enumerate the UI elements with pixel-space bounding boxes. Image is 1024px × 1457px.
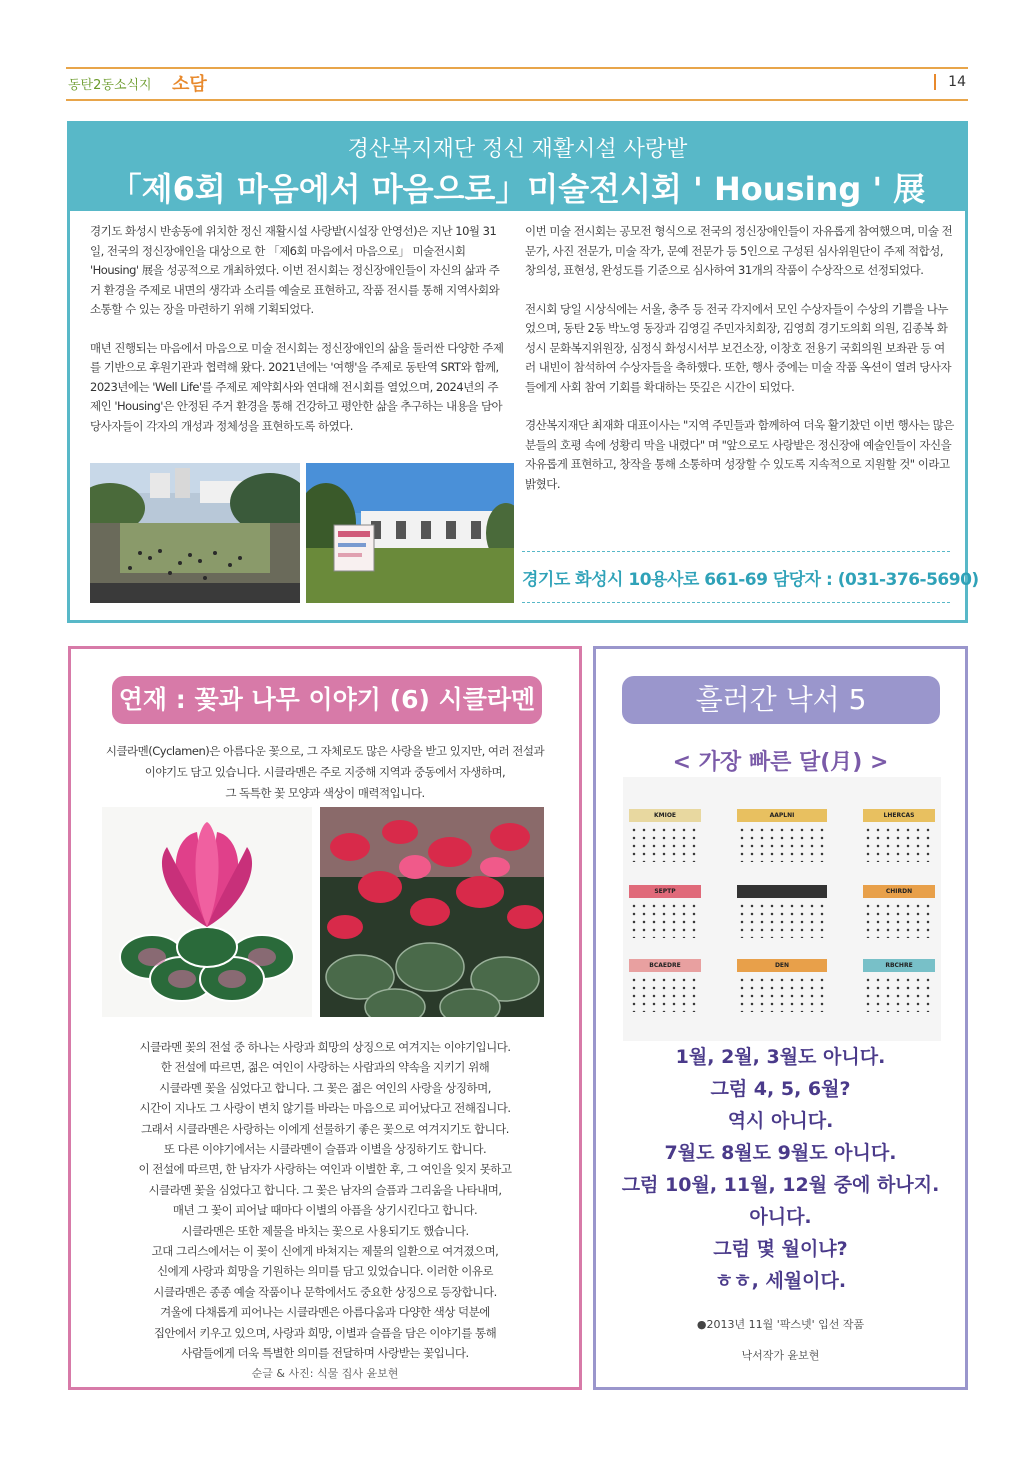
article-paragraph: 경산복지재단 최재화 대표이사는 "지역 주민들과 함께하여 더욱 활기찼던 이번 행사는 많은 분들의 호평 속에 성황리 막을 내렸다" 며 "앞으로도 사랑밭은 정신장애 예술인들이 자신을 자유롭게 표현하고, 창작을 통해 소통하며 성장할 수 있도록 지속적으로 지원할 것" 이라고 밝혔다. xyxy=(525,418,954,491)
exhibition-header xyxy=(70,124,965,211)
story-line: 시간이 지나도 그 사랑이 변치 않기를 바라는 마음으로 피어났다고 전해집니다. xyxy=(139,1101,511,1116)
date-grid xyxy=(863,902,935,938)
article-paragraph: 전시회 당일 시상식에는 서울, 충주 등 전국 각지에서 모인 수상자들이 수상의 기쁨을 나누었으며, 동탄 2동 박노영 동장과 김영길 주민자치회장, 김영희 경기도의회 의원, 김종복 화성시 문화복지위원장, 심정식 화성시서부 보건소장, 이창호 전용기 국회의원 보좌관 등 여러 내빈이 참석하여 수상자들을 축하했다. 또한, 행사 중에는 미술 작품 옥션이 열려 당사자들에게 사회 참여 기회를 확대하는 뜻깊은 시간이 되었다. xyxy=(525,301,952,394)
story-line: 그래서 시클라멘은 사랑하는 이에게 선물하기 좋은 꽃으로 여겨지기도 합니다. xyxy=(141,1121,509,1136)
story-line: 또 다른 이야기에서는 시클라멘이 슬픔과 이별을 상징하기도 합니다. xyxy=(163,1142,487,1157)
calendar-illustration xyxy=(623,777,941,1041)
month-label: LHERCAS xyxy=(863,809,935,822)
contact-divider-bottom xyxy=(522,602,950,603)
poem-line: 아니다. xyxy=(749,1206,812,1228)
date-grid xyxy=(863,976,935,1012)
calendar-month xyxy=(737,959,827,1015)
story-line: 시클라멘은 또한 제물을 바치는 꽃으로 사용되기도 했습니다. xyxy=(181,1223,469,1238)
story-line: 겨울에 다채롭게 피어나는 시클라멘은 아름다움과 다양한 색상 덕분에 xyxy=(160,1305,490,1320)
story-line: 매년 그 꽃이 피어날 때마다 이별의 아픔을 상기시킨다고 합니다. xyxy=(172,1203,478,1218)
month-label: KMIOE xyxy=(629,809,701,822)
calendar-month xyxy=(737,809,827,865)
date-grid xyxy=(737,976,827,1012)
flower-heading: 연재 : 꽃과 나무 이야기 (6) 시클라멘 xyxy=(112,676,542,724)
exhibition-photo-crowd xyxy=(90,463,300,603)
poem-line: 그럼 몇 월이냐? xyxy=(713,1238,848,1260)
date-grid xyxy=(737,826,827,862)
graffiti-heading: 흘러간 낙서 5 xyxy=(622,676,940,724)
calendar-month xyxy=(629,885,701,941)
article-paragraph: 경기도 화성시 반송동에 위치한 정신 재활시설 사랑밭(시설장 안영선)은 지난 10월 31일, 전국의 정신장애인을 대상으로 한 「제6회 마음에서 마음으로」 미술전시회 'Housing' 展을 성공적으로 개최하였다. 이번 전시회는 정신장애인들이 자신의 삶과 주거 환경을 주제로 내면의 생각과 소리를 예술로 표현하고, 작품 전시를 통해 지역사회와 소통할 수 있는 장을 마련하기 위해 기획되었다. xyxy=(90,224,500,316)
flower-credit: 순글 & 사진: 식물 집사 윤보현 xyxy=(251,1367,399,1380)
date-grid xyxy=(737,902,827,938)
award-note: ●2013년 11월 '팍스넷' 입선 작품 xyxy=(696,1318,865,1331)
exhibition-right-column xyxy=(525,222,955,513)
graffiti-column xyxy=(593,646,968,1390)
calendar-month xyxy=(863,959,935,1015)
intro-line: 그 독특한 꽃 모양과 색상이 매력적입니다. xyxy=(225,786,425,800)
story-line: 한 전설에 따르면, 젊은 여인이 사랑하는 사람과의 약속을 지키기 위해 xyxy=(160,1060,490,1075)
exhibition-subtitle: 경산복지재단 정신 재활시설 사랑밭 xyxy=(347,137,688,162)
poem-line: 역시 아니다. xyxy=(727,1110,834,1132)
poem-line: 1월, 2월, 3월도 아니다. xyxy=(675,1046,886,1068)
poem-line: 7월도 8월도 9월도 아니다. xyxy=(664,1142,897,1164)
story-line: 시클라멘은 종종 예술 작품이나 문학에서도 중요한 상징으로 등장합니다. xyxy=(153,1284,497,1299)
exhibition-photo-banner xyxy=(306,463,514,603)
exhibition-contact: 경기도 화성시 10용사로 661-69 담당자 : (031-376-5690) xyxy=(522,570,979,590)
cyclamen-photo xyxy=(320,807,544,1017)
story-line: 이 전설에 따르면, 한 남자가 사랑하는 여인과 이별한 후, 그 여인을 잊지 못하고 xyxy=(138,1162,512,1177)
poem-line: 그럼 4, 5, 6월? xyxy=(710,1078,851,1100)
calendar-month xyxy=(863,809,935,865)
month-label: CHIRDN xyxy=(863,885,935,898)
page-header xyxy=(66,67,968,101)
flower-story xyxy=(91,1037,559,1364)
month-label: RBCHRE xyxy=(863,959,935,972)
page-number: 14 xyxy=(934,74,966,90)
story-line: 시클라멘 꽃을 심었다고 합니다. 그 꽃은 남자의 슬픔과 그리움을 나타내며, xyxy=(148,1182,502,1197)
contact-divider-top xyxy=(522,551,950,552)
month-label xyxy=(737,885,827,898)
graffiti-question: < 가장 빠른 달(月) > xyxy=(672,750,889,775)
poem-line: ㅎㅎ, 세월이다. xyxy=(714,1270,847,1292)
poem-line: 그럼 10월, 11월, 12월 중에 하나지. xyxy=(621,1174,940,1196)
story-line: 시클라멘 꽃을 심었다고 합니다. 그 꽃은 젊은 여인의 사랑을 상징하며, xyxy=(159,1080,491,1095)
calendar-month xyxy=(629,809,701,865)
newsletter-title: 동탄2동소식지 xyxy=(68,78,152,93)
graffiti-poem xyxy=(596,1041,965,1297)
date-grid xyxy=(629,902,701,938)
story-line: 사람들에게 더욱 특별한 의미를 전달하며 사랑받는 꽃입니다. xyxy=(181,1346,469,1361)
month-label: BCAEDRE xyxy=(629,959,701,972)
calendar-month xyxy=(737,885,827,941)
intro-line: 이야기도 담고 있습니다. 시클라멘은 주로 지중해 지역과 중동에서 자생하며, xyxy=(144,765,506,779)
article-paragraph: 이번 미술 전시회는 공모전 형식으로 전국의 정신장애인들이 자유롭게 참여했으며, 미술 전문가, 사진 전문가, 미술 작가, 문예 전문가 등 5인으로 구성된 심사위원단이 주제 적합성, 창의성, 표현성, 완성도를 기준으로 심사하여 31개의 작품이 수상작으로 선정되었다. xyxy=(525,224,953,277)
exhibition-title: 「제6회 마음에서 마음으로」미술전시회 ' Housing ' 展 xyxy=(109,170,926,208)
flower-intro xyxy=(91,741,559,804)
newsletter-logo: 소담 xyxy=(172,74,207,95)
calendar-month xyxy=(629,959,701,1015)
graffiti-author: 낙서작가 윤보현 xyxy=(741,1349,820,1362)
calendar-month xyxy=(863,885,935,941)
month-label: AAPLNI xyxy=(737,809,827,822)
month-label: SEPTP xyxy=(629,885,701,898)
exhibition-left-column xyxy=(90,222,508,455)
cyclamen-illustration xyxy=(102,807,312,1017)
story-line: 고대 그리스에서는 이 꽃이 신에게 바쳐지는 제물의 일환으로 여겨졌으며, xyxy=(151,1244,499,1259)
month-label: DEN xyxy=(737,959,827,972)
date-grid xyxy=(629,976,701,1012)
story-line: 집안에서 키우고 있으며, 사랑과 희망, 이별과 슬픔을 담은 이야기를 통해 xyxy=(153,1325,497,1340)
story-line: 신에게 사랑과 희망을 기원하는 의미를 담고 있었습니다. 이러한 이유로 xyxy=(156,1264,494,1279)
exhibition-article xyxy=(67,121,979,623)
flower-article xyxy=(68,646,582,1390)
date-grid xyxy=(863,826,935,862)
article-paragraph: 매년 진행되는 마음에서 마음으로 미술 전시회는 정신장애인의 삶을 둘러싼 다양한 주제를 기반으로 후원기관과 협력해 왔다. 2021년에는 '여행'을 주제로 동탄역 SRT와 함께, 2023년에는 'Well Life'를 주제로 제약회사와 연대해 전시회를 열었으며, 2024년의 주제인 'Housing'은 안정된 주거 환경을 통해 건강하고 평안한 삶을 추구하는 내용을 담아 당사자들이 각자의 개성과 정체성을 표현하도록 하였다. xyxy=(90,340,504,433)
date-grid xyxy=(629,826,701,862)
story-line: 시클라멘 꽃의 전설 중 하나는 사랑과 희망의 상징으로 여겨지는 이야기입니다. xyxy=(139,1040,511,1054)
intro-line: 시클라멘(Cyclamen)은 아름다운 꽃으로, 그 자체로도 많은 사랑을 받고 있지만, 여러 전설과 xyxy=(105,744,545,758)
